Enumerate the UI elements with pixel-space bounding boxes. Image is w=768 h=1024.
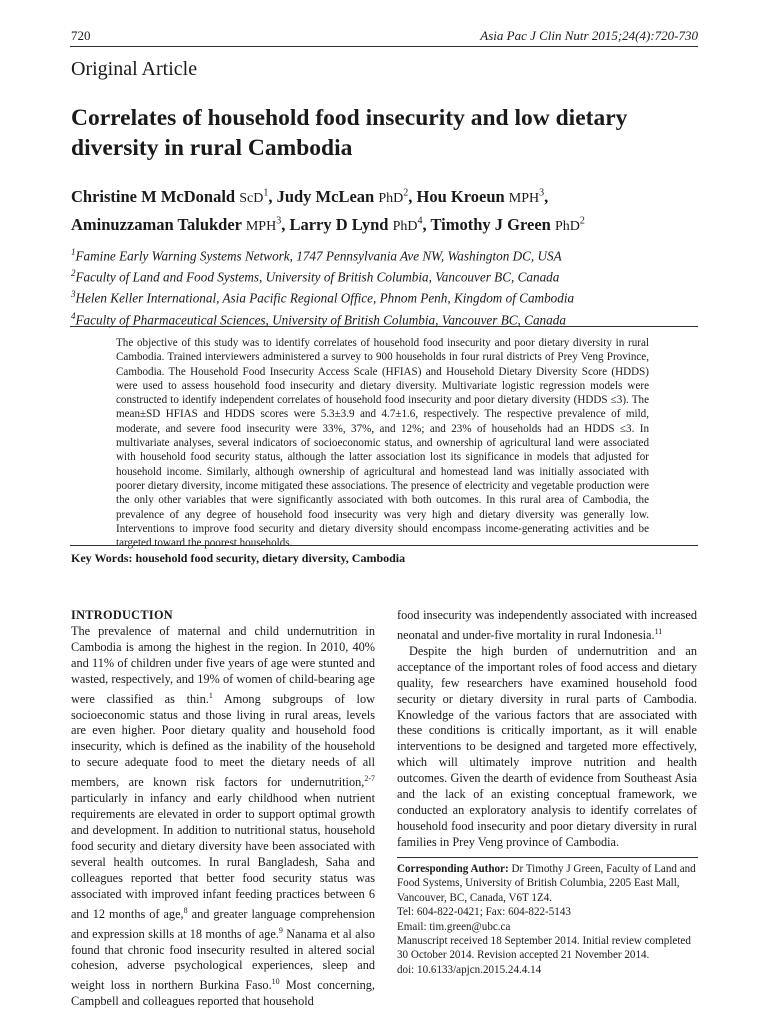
citation: 8: [183, 905, 188, 915]
left-column: [71, 608, 375, 1010]
author-affiliation-number: 4: [417, 215, 423, 227]
author-name: Aminuzzaman Talukder: [71, 215, 242, 234]
correspondence-rule: [397, 857, 698, 858]
citation: 11: [654, 626, 663, 636]
intro-paragraph-continued: [397, 608, 697, 644]
author-degree: PhD: [554, 219, 580, 234]
author: [430, 215, 584, 234]
author-affiliation-number: 3: [539, 187, 545, 198]
author-name: Timothy J Green: [430, 215, 551, 234]
correspondence-phone: Tel: 604-822-0421; Fax: 604-822-5143: [397, 906, 571, 919]
keywords-text: household food security, dietary diversity, Cambodia: [135, 551, 406, 565]
correspondence-email: Email: tim.green@ubc.ca: [397, 920, 511, 933]
author-name: Christine M McDonald: [71, 186, 236, 206]
author-name: Larry D Lynd: [289, 215, 389, 234]
article-title: Correlates of household food insecurity and low dietary diversity in rural Cambodia: [71, 105, 628, 161]
abstract: The objective of this study was to identify correlates of household food insecurity and poor dietary diversity in rural Cambodia. Trained interviewers administered a survey to 900 households in four rural districts of Prey Veng Province, Cambodia. The Household Food Insecurity Access Scale (HFIAS) and Household Dietary Diversity Score (HDDS) were used to assess household food insecurity and dietary diversity. Multivariate logistic regression models were constructed to identify independent correlates of household food insecurity and poor dietary diversity (HDDS ≤3). The mean±SD HFIAS and HDDS scores were 5.3±3.9 and 4.7±1.6, respectively. The respective prevalence of mild, moderate, and severe food insecurity were 33%, 37%, and 12%; and 23% of households had an HDDS ≤3. In multivariate analyses, several indicators of socioeconomic status, and ownership of agricultural land were associated with household food security status, although the latter association lost its significance in models that adjusted for household income. Similarly, although ownership of agricultural and homestead land was initially associated with poorer dietary diversity, income mitigated these associations. The presence of electricity and vegetable production were the only other variables that were significantly associated with both outcomes. In this rural area of Cambodia, the prevalence of any degree of household food insecurity was very high and dietary diversity was generally low. Interventions to improve food security and dietary diversity should encompass income-generating activities and be targeted toward the poorest households.: [116, 337, 649, 550]
intro-paragraph: The prevalence of maternal and child undernutrition in Cambodia is among the highest in the region. In 2010, 40% and 11% of children under five years of age were stunted and wasted, respectively, and 19% of women of child-bearing age were classified as thin.$^1$ Among subgroups of low socioeconomic status and those living in rural areas, levels are even higher. Poor dietary quality and household food insecurity, which is defined as the inability of the household to secure adequate food to meet the dietary needs of all members, are known risk factors for undernutrition,$^{2-7}$ particularly in infancy and early childhood when nutrient requirements are elevated in order to support optimal growth and development. In addition to nutritional status, household food security and dietary diversity have been associated with several health outcomes. In rural Bangladesh, Saha and colleagues reported that better food security status was associated with improved infant feeding practices between 6 and 12 months of age,$^8$ and greater language comprehension and expression skills at 18 months of age.$^9$ Nanama et al also found that chronic food insecurity resulted in altered social cohesion, adverse psychological experiences, sleep and weight loss in northern Burkina Faso.$^{10}$ Most concerning, Campbell and colleagues reported that household: [71, 623, 376, 1009]
page-number: 720: [71, 28, 91, 43]
intro-paragraph-2: Despite the high burden of undernutrition and an acceptance of the important roles of food access and dietary quality, few researchers have examined household food security or dietary diversity in rural parts of Cambodia. Knowledge of the various factors that are associated with these conditions is critically important, as it will enable interventions to be designed and targeted more effectively, which will ultimately improve nutrition and health outcomes. Given the dearth of evidence from Southeast Asia and the lack of an existing conceptual framework, we conducted an exploratory analysis to identify correlates of household food insecurity and poor dietary diversity in rural families in Prey Veng province of Cambodia.: [397, 643, 697, 849]
author-degree: PhD: [392, 219, 418, 234]
author: Hou Kroeun MPH$^3$,: [416, 186, 549, 206]
affiliation: $^2$Faculty of Land and Food Systems, University of British Columbia, Vancouver BC, Canada: [71, 268, 560, 285]
author: Christine M McDonald ScD$^1$,: [71, 186, 277, 206]
author-degree: ScD: [239, 190, 264, 206]
author-affiliation-number: 2: [579, 215, 585, 227]
author-affiliation-number: 2: [403, 187, 409, 198]
author-affiliation-number: 1: [263, 187, 269, 198]
affiliation: $^4$Faculty of Pharmaceutical Sciences, University of British Columbia, Vancouver BC, Canada: [71, 310, 566, 327]
author-degree: PhD: [378, 190, 404, 206]
affiliation-list: [71, 244, 711, 329]
header-rule: [70, 46, 698, 47]
citation: 1: [208, 690, 213, 700]
manuscript-dates: Manuscript received 18 September 2014. Initial review completed 30 October 2014. Revision accepted 21 November 2014.: [397, 935, 691, 962]
intro-continued: food insecurity was independently associated with increased neonatal and under-five mortality in rural Indonesia.: [397, 608, 697, 642]
abstract-top-rule: [70, 326, 698, 327]
author-list: [71, 181, 711, 238]
author-degree: MPH: [508, 190, 540, 206]
correspondence-label: Corresponding Author:: [397, 863, 509, 875]
affiliation: $^3$Helen Keller International, Asia Pacific Regional Office, Phnom Penh, Kingdom of Cambodia: [71, 289, 575, 306]
citation: 10: [271, 977, 280, 987]
section-heading: INTRODUCTION: [71, 608, 173, 622]
journal-citation: Asia Pac J Clin Nutr 2015;24(4):720-730: [480, 28, 698, 43]
author-affiliation-number: 3: [276, 215, 282, 227]
citation: 9: [278, 925, 283, 935]
right-column: [397, 608, 697, 851]
keywords: [71, 551, 691, 566]
author: Judy McLean PhD$^2$,: [276, 186, 417, 206]
correspondence-block: [397, 862, 698, 977]
author-degree: MPH: [245, 219, 277, 234]
author: Larry D Lynd PhD$^4$,: [289, 215, 431, 234]
correspondence-address: Dr Timothy J Green, Faculty of Land and Food Systems, University of British Columbia, 2205 East Mall, Vancouver, BC, Canada, V6T 1Z4.: [397, 863, 696, 904]
abstract-bottom-rule: [70, 545, 698, 546]
author-name: Judy McLean: [276, 186, 375, 206]
article-type: Original Article: [71, 58, 198, 80]
keywords-label: Key Words:: [71, 551, 133, 565]
author-name: Hou Kroeun: [416, 186, 505, 206]
citation: 2-7: [364, 774, 375, 784]
affiliation: $^1$Famine Early Warning Systems Network, 1747 Pennsylvania Ave NW, Washington DC, USA: [71, 247, 562, 264]
doi: doi: 10.6133/apjcn.2015.24.4.14: [397, 963, 542, 976]
author: Aminuzzaman Talukder MPH$^3$,: [71, 215, 290, 234]
